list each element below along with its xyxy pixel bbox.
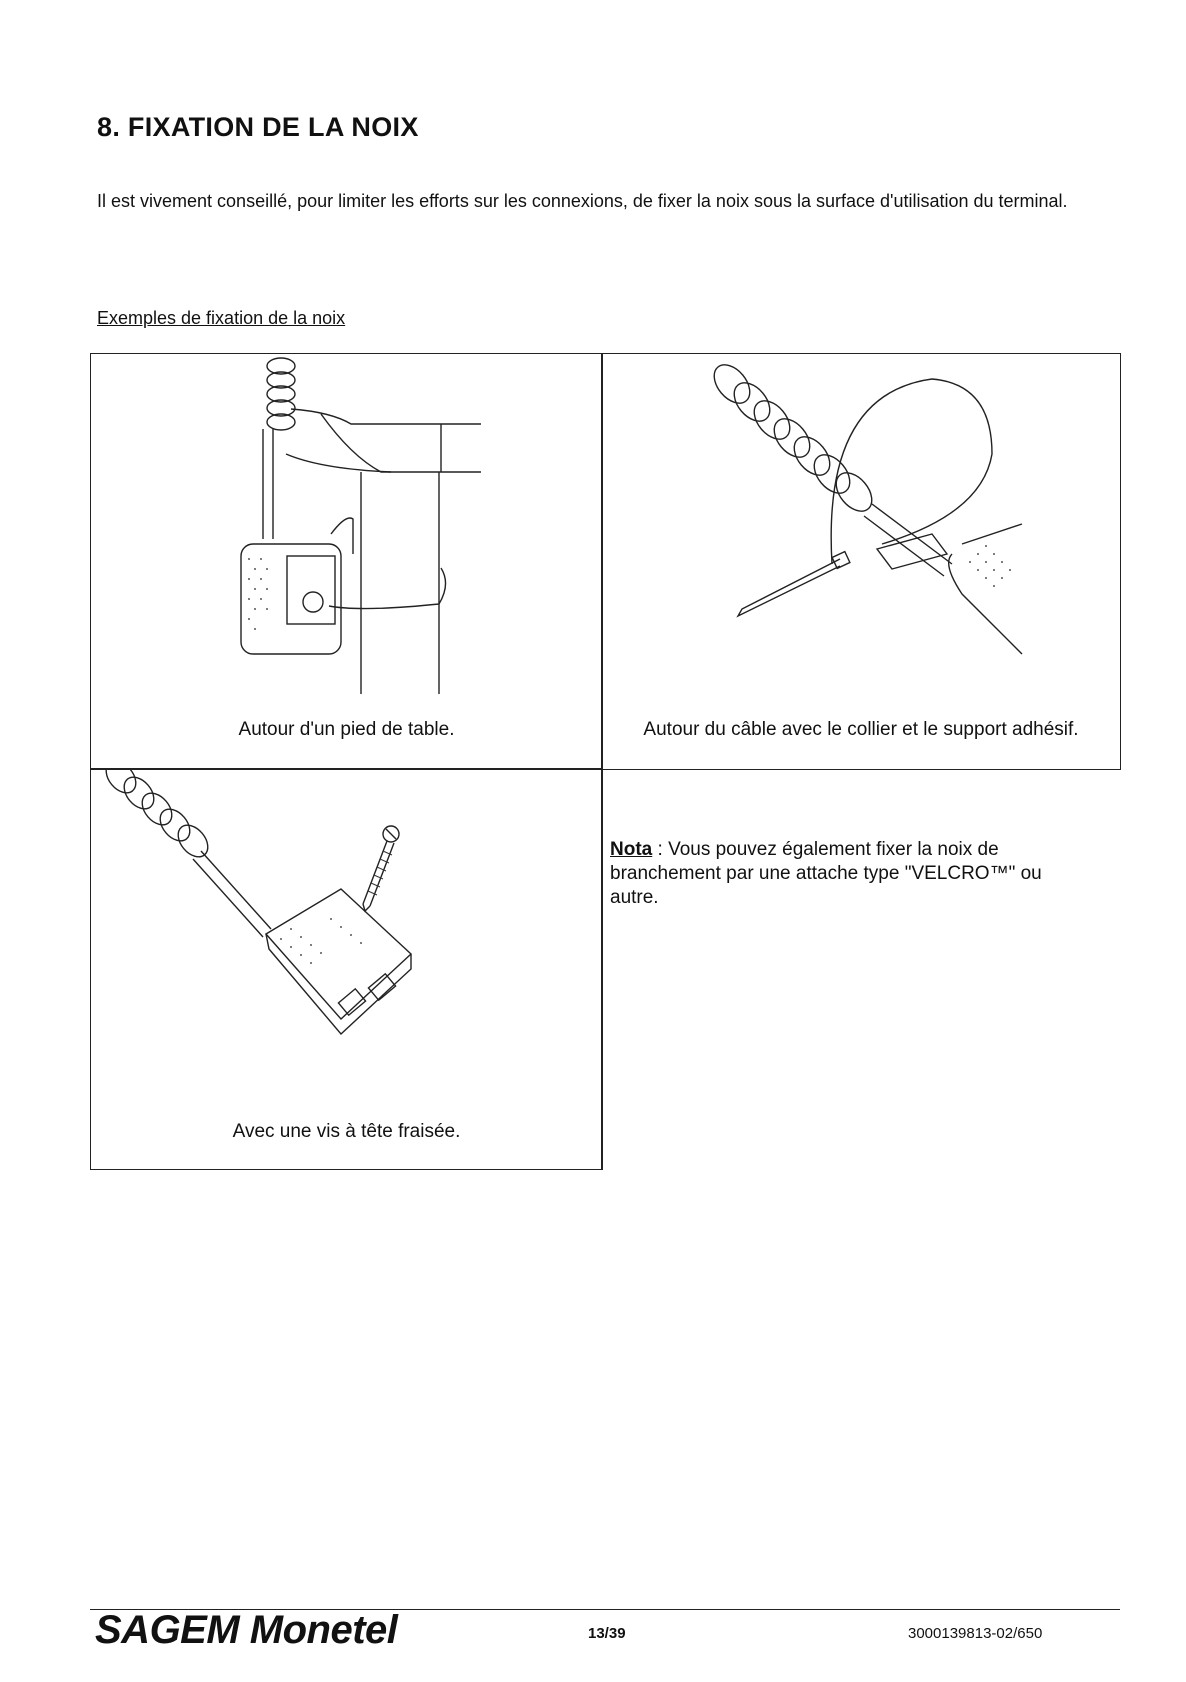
table-leg-illustration (91, 354, 604, 714)
examples-grid (90, 353, 1121, 1170)
company-logo: SAGEM Monetel (95, 1608, 398, 1652)
nota-paragraph (610, 838, 1090, 910)
page-number: 13/39 (588, 1625, 626, 1642)
caption-cable-tie: Autour du câble avec le collier et le support adhésif. (643, 719, 1079, 740)
nota-text: : Vous pouvez également fixer la noix de branchement par une attache type "VELCRO™" ou autre. (610, 839, 1042, 908)
examples-title: Exemples de fixation de la noix (97, 308, 346, 328)
cable-tie-illustration (602, 354, 1122, 714)
document-reference: 3000139813-02/650 (908, 1625, 1043, 1642)
section-heading: 8. FIXATION DE LA NOIX (97, 112, 419, 142)
nota-cell (601, 768, 1121, 1170)
nota-label: Nota (610, 839, 653, 860)
screw-illustration (91, 769, 604, 1109)
example-cell-table-leg (90, 353, 603, 770)
caption-screw: Avec une vis à tête fraisée. (232, 1121, 461, 1142)
caption-table-leg: Autour d'un pied de table. (238, 719, 455, 740)
example-cell-screw (90, 768, 603, 1170)
intro-paragraph: Il est vivement conseillé, pour limiter les efforts sur les connexions, de fixer la noix sous la surface d'utilisation du terminal. (97, 191, 1068, 211)
example-cell-cable-tie (601, 353, 1121, 770)
